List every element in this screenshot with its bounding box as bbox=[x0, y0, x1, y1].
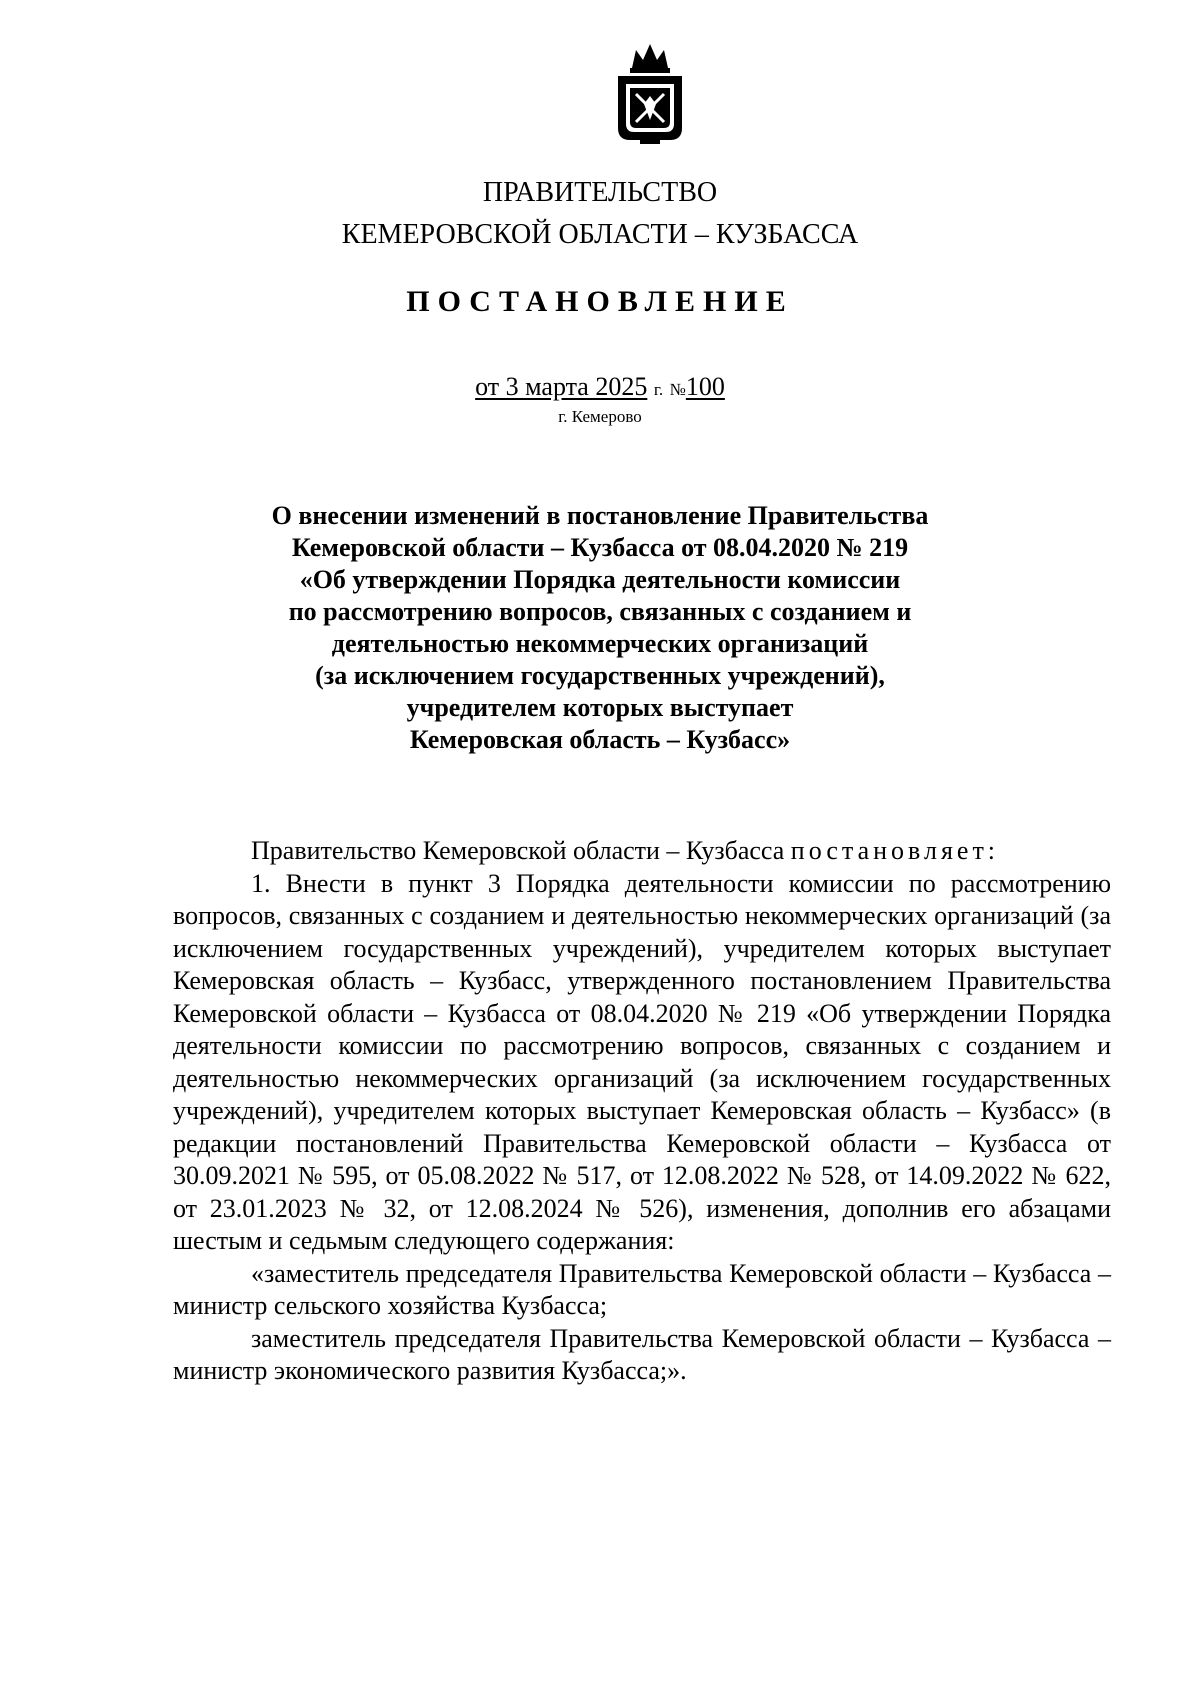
paragraph-2: «заместитель председателя Правительства Кемеровской области – Кузбасса – министр сельского хозяйства Кузбасса; bbox=[173, 1258, 1111, 1320]
year-suffix: г. bbox=[653, 380, 664, 399]
subject-line: «Об утверждении Порядка деятельности комиссии bbox=[299, 565, 901, 594]
preamble bbox=[173, 835, 1111, 868]
subject-line: учредителем которых выступает bbox=[406, 693, 794, 722]
preamble-prefix: Правительство Кемеровской области – Кузбасса bbox=[251, 836, 785, 865]
date-number-line bbox=[0, 372, 1200, 402]
document-type: ПОСТАНОВЛЕНИЕ bbox=[406, 285, 794, 318]
subject-line: по рассмотрению вопросов, связанных с созданием и bbox=[288, 597, 912, 626]
document-body bbox=[173, 835, 1111, 1388]
number-sign: № bbox=[669, 380, 686, 399]
document-date: от 3 марта 2025 bbox=[475, 372, 648, 401]
city: г. Кемерово bbox=[558, 407, 642, 426]
subject-line: О внесении изменений в постановление Правительства bbox=[271, 501, 929, 530]
subject-line: Кемеровской области – Кузбасса от 08.04.2020 № 219 bbox=[291, 533, 909, 562]
government-line-2: КЕМЕРОВСКОЙ ОБЛАСТИ – КУЗБАССА bbox=[341, 219, 859, 250]
document-number: 100 bbox=[685, 372, 725, 401]
subject-line: Кемеровская область – Кузбасс» bbox=[409, 725, 791, 754]
paragraph-3: заместитель председателя Правительства Кемеровской области – Кузбасса – министр экономического развития Кузбасса;». bbox=[173, 1323, 1111, 1385]
document-subject bbox=[0, 500, 1200, 756]
coat-of-arms-emblem bbox=[610, 40, 690, 148]
paragraph-1: 1. Внести в пункт 3 Порядка деятельности комиссии по рассмотрению вопросов, связанных с созданием и деятельностью некоммерческих организаций (за исключением государственных учреждений), учредителем которых выступает Кемеровская область – Кузбасс, утвержденного постановлением Правительства Кемеровской области – Кузбасса от 08.04.2020 № 219 «Об утверждении Порядка деятельности комиссии по рассмотрению вопросов, связанных с созданием и деятельностью некоммерческих организаций (за исключением государственных учреждений), учредителем которых выступает Кемеровская область – Кузбасс» (в редакции постановлений Правительства Кемеровской области – Кузбасса от 30.09.2021 № 595, от 05.08.2022 № 517, от 12.08.2022 № 528, от 14.09.2022 № 622, от 23.01.2023 № 32, от 12.08.2024 № 526), изменения, дополнив его абзацами шестым и седьмым следующего содержания: bbox=[173, 868, 1111, 1255]
government-name bbox=[0, 172, 1200, 256]
subject-line: деятельностью некоммерческих организаций bbox=[331, 629, 869, 658]
preamble-resolves: постановляет: bbox=[790, 836, 1000, 865]
subject-line: (за исключением государственных учреждений), bbox=[315, 661, 885, 690]
government-line-1: ПРАВИТЕЛЬСТВО bbox=[482, 177, 718, 208]
